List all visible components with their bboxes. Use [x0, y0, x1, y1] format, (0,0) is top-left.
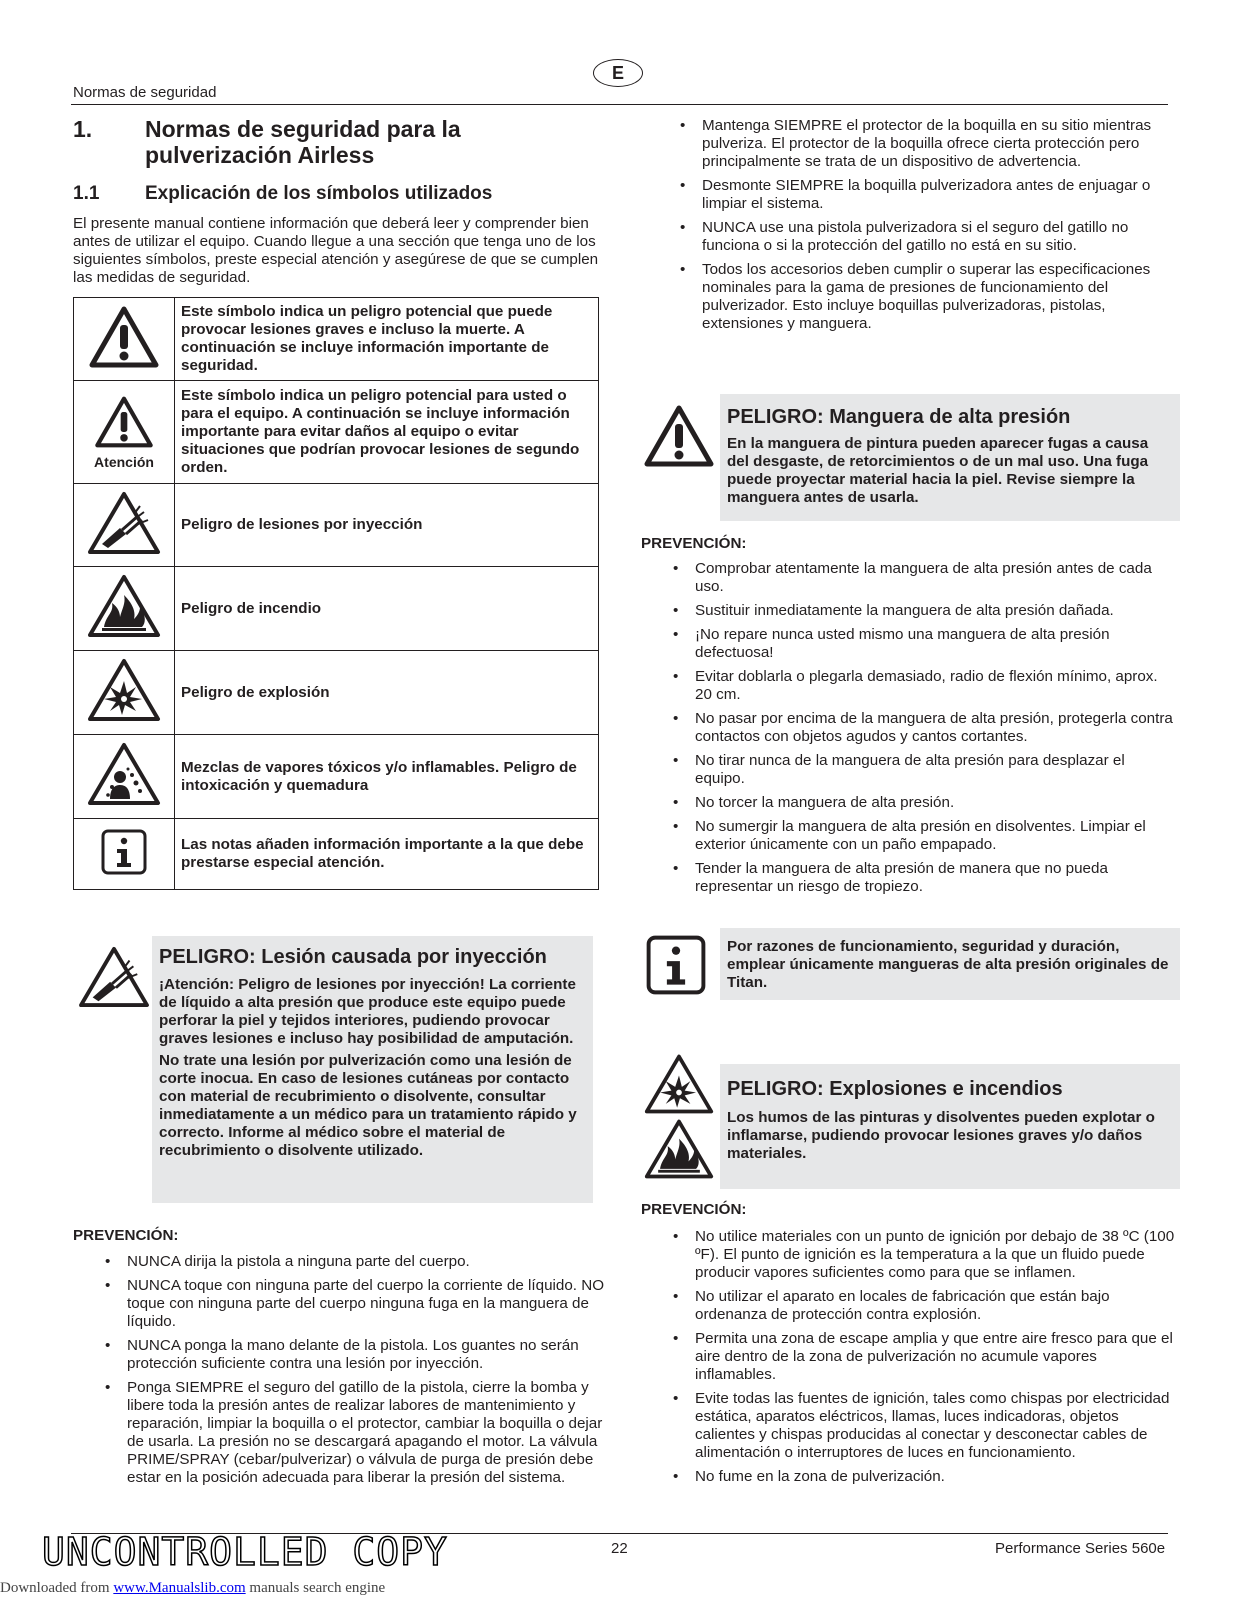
hose-danger-box	[720, 394, 1180, 521]
list-item: • Sustituir inmediatamente la manguera de alta presión dañada.	[641, 602, 1178, 620]
list-item: • NUNCA use una pistola pulverizadora si el seguro del gatillo no funciona o si la protección del gatillo no está en su sitio.	[648, 219, 1178, 255]
symbol-description: Este símbolo indica un peligro potencial que puede provocar lesiones graves e incluso la muerte. A continuación se incluye información importante de seguridad.	[175, 298, 599, 381]
list-item: • Ponga SIEMPRE el seguro del gatillo de la pistola, cierre la bomba y libere toda la presión antes de realizar labores de mantenimiento y reparación, limpiar la boquilla o el protector, cambiar la boquilla o dejar de usarla. La presión no se descargará apagando el motor. La válvula PRIME/SPRAY (cebar/pulverizar) o válvula de purga de presión debe estar en la posición adecuada para liberar la presión del sistema.	[73, 1379, 607, 1487]
header-rule	[71, 104, 1168, 105]
section-title	[73, 116, 599, 168]
list-item: • No torcer la manguera de alta presión.	[641, 794, 1178, 812]
list-item: • Tender la manguera de alta presión de manera que no pueda representar un riesgo de tropiezo.	[641, 860, 1178, 896]
injection-danger-title: PELIGRO: Lesión causada por inyección	[159, 946, 547, 968]
symbol-icon-cell	[74, 298, 175, 381]
list-item: • Evitar doblarla o plegarla demasiado, radio de flexión mínimo, aprox. 20 cm.	[641, 668, 1178, 704]
symbol-row	[74, 298, 599, 381]
list-item: • Desmonte SIEMPRE la boquilla pulverizadora antes de enjuagar o limpiar el sistema.	[648, 177, 1178, 213]
running-header: Normas de seguridad	[73, 84, 217, 101]
fire-prevention-list	[641, 1228, 1178, 1492]
prevention-heading: PREVENCIÓN:	[73, 1227, 179, 1244]
symbol-row	[74, 819, 599, 890]
uncontrolled-copy-stamp: UNCONTROLLED COPY	[42, 1530, 448, 1574]
fire-danger-title: PELIGRO: Explosiones e incendios	[727, 1078, 1063, 1100]
caution-caption: Atención	[94, 453, 154, 470]
list-item: • NUNCA toque con ninguna parte del cuerpo la corriente de líquido. NO toque con ninguna parte del cuerpo ninguna fuga en la manguera de líquido.	[73, 1277, 607, 1331]
symbol-row	[74, 484, 599, 567]
symbol-description: Las notas añaden información importante a la que debe prestarse especial atención.	[175, 819, 599, 890]
fire-hazard-icon	[86, 573, 162, 639]
manualslib-link[interactable]: www.Manualslib.com	[113, 1580, 246, 1596]
list-item: • Todos los accesorios deben cumplir o superar las especificaciones nominales para la gama de presiones de funcionamiento del pulverizador. Esto incluye boquillas pulverizadoras, pistolas, extensiones y manguera.	[648, 261, 1178, 333]
symbol-row	[74, 735, 599, 819]
symbol-icon-cell	[74, 651, 175, 735]
section-number: 1.	[73, 116, 93, 142]
warning-triangle-icon	[643, 404, 715, 468]
subsection-number: 1.1	[73, 183, 100, 204]
injection-danger-text: ¡Atención: Peligro de lesiones por inyección! La corriente de líquido a alta presión que produce este equipo puede perforar la piel y tejidos interiores, pudiendo provocar graves lesiones e incluso hay posibilidad de amputación.	[159, 976, 576, 1047]
list-item: • No sumergir la manguera de alta presión en disolventes. Limpiar el exterior únicamente con un paño empapado.	[641, 818, 1178, 854]
symbol-icon-cell	[74, 381, 175, 484]
list-item: • No utilice materiales con un punto de ignición por debajo de 38 ºC (100 ºF). El punto de ignición es la temperatura a la que un fluido puede producir vapores suficientes como para que se inflamen.	[641, 1228, 1178, 1282]
subsection-title	[73, 183, 599, 205]
hose-danger-title: PELIGRO: Manguera de alta presión	[727, 406, 1071, 428]
symbol-description: Peligro de lesiones por inyección	[175, 484, 599, 567]
list-item: • No pasar por encima de la manguera de alta presión, protegerla contra contactos con objetos agudos y cantos cortantes.	[641, 710, 1178, 746]
explosion-hazard-icon	[643, 1052, 715, 1116]
list-item: • NUNCA dirija la pistola a ninguna parte del cuerpo.	[73, 1253, 607, 1271]
toxic-vapor-icon	[86, 741, 162, 807]
hose-prevention-list	[641, 560, 1178, 902]
symbol-icon-cell	[74, 484, 175, 567]
symbol-row	[74, 381, 599, 484]
list-item: • Comprobar atentamente la manguera de alta presión antes de cada uso.	[641, 560, 1178, 596]
list-item: • Permita una zona de escape amplia y que entre aire fresco para que el aire dentro de la zona de pulverización no acumule vapores inflamables.	[641, 1330, 1178, 1384]
symbol-description: Peligro de explosión	[175, 651, 599, 735]
symbol-description: Mezclas de vapores tóxicos y/o inflamables. Peligro de intoxicación y quemadura	[175, 735, 599, 819]
explosion-hazard-icon	[86, 657, 162, 723]
symbol-row	[74, 651, 599, 735]
info-note-text: Por razones de funcionamiento, seguridad y duración, emplear únicamente mangueras de alta presión originales de Titan.	[727, 938, 1169, 991]
download-suffix: manuals search engine	[245, 1580, 386, 1596]
model-name: Performance Series 560e	[995, 1540, 1166, 1557]
fire-danger-box	[720, 1064, 1180, 1189]
fire-danger-text: Los humos de las pinturas y disolventes pueden explotar o inflamarse, pudiendo provocar lesiones graves y/o daños materiales.	[727, 1109, 1155, 1162]
list-item: • Evite todas las fuentes de ignición, tales como chispas por electricidad estática, aparatos eléctricos, llamas, luces indicadoras, objetos calientes y chispas producidas al conectar y desconectar cables de alimentación o interruptores de luces en funcionamiento.	[641, 1390, 1178, 1462]
symbol-icon-cell	[74, 567, 175, 651]
page-number: 22	[611, 1540, 628, 1557]
list-item: • NUNCA ponga la mano delante de la pistola. Los guantes no serán protección suficiente contra una lesión por inyección.	[73, 1337, 607, 1373]
caution-triangle-icon	[94, 395, 154, 449]
fire-hazard-icon	[643, 1117, 715, 1181]
hose-danger-text: En la manguera de pintura pueden aparecer fugas a causa del desgaste, de retorcimientos o de un mal uso. Una fuga puede proyectar material hacia la piel. Revise siempre la manguera antes de usarla.	[727, 435, 1149, 506]
left-column	[73, 116, 599, 890]
list-item: • ¡No repare nunca usted mismo una manguera de alta presión defectuosa!	[641, 626, 1178, 662]
symbol-icon-cell	[74, 819, 175, 890]
list-item: • No fume en la zona de pulverización.	[641, 1468, 1178, 1486]
injection-hazard-icon	[77, 945, 151, 1009]
subsection-title-text: Explicación de los símbolos utilizados	[145, 183, 493, 204]
list-item: • Mantenga SIEMPRE el protector de la boquilla en su sitio mientras pulveriza. El protector de la boquilla ofrece cierta protección pero principalmente se trata de un dispositivo de advertencia.	[648, 117, 1178, 171]
symbol-icon-cell	[74, 735, 175, 819]
download-notice	[0, 1580, 385, 1597]
section-title-text: Normas de seguridad para la pulverización Airless	[145, 116, 461, 168]
symbol-row	[74, 567, 599, 651]
list-item: • No utilizar el aparato en locales de fabricación que están bajo ordenanza de protección contra explosión.	[641, 1288, 1178, 1324]
injection-danger-box	[152, 936, 593, 1203]
prevention-heading: PREVENCIÓN:	[641, 1201, 747, 1218]
info-icon	[646, 935, 706, 995]
symbols-table	[73, 297, 599, 890]
warning-triangle-icon	[88, 305, 160, 369]
info-note-box	[720, 928, 1180, 1000]
injection-hazard-icon	[86, 490, 162, 556]
symbol-description: Este símbolo indica un peligro potencial para usted o para el equipo. A continuación se incluye información importante para evitar daños al equipo o evitar situaciones que podrían provocar lesiones de segundo orden.	[175, 381, 599, 484]
intro-paragraph: El presente manual contiene información que deberá leer y comprender bien antes de utilizar el equipo. Cuando llegue a una sección que tenga uno de los siguientes símbolos, preste especial atención y asegúrese de que se cumplen las medidas de seguridad.	[73, 215, 599, 286]
prevention-heading: PREVENCIÓN:	[641, 535, 747, 552]
language-badge: E	[593, 59, 643, 87]
symbol-description: Peligro de incendio	[175, 567, 599, 651]
info-icon	[101, 829, 147, 875]
list-item: • No tirar nunca de la manguera de alta presión para desplazar el equipo.	[641, 752, 1178, 788]
injection-prevention-list	[73, 1253, 607, 1493]
injection-danger-advice: No trate una lesión por pulverización como una lesión de corte inocua. En caso de lesiones cutáneas por contacto con material de recubrimiento o disolvente, consultar inmediatamente a un médico para un tratamiento rápido y correcto. Informe al médico sobre el material de recubrimiento o disolvente utilizado.	[159, 1052, 577, 1159]
download-prefix: Downloaded from	[0, 1580, 114, 1596]
injection-prevention-list-cont	[648, 117, 1178, 339]
